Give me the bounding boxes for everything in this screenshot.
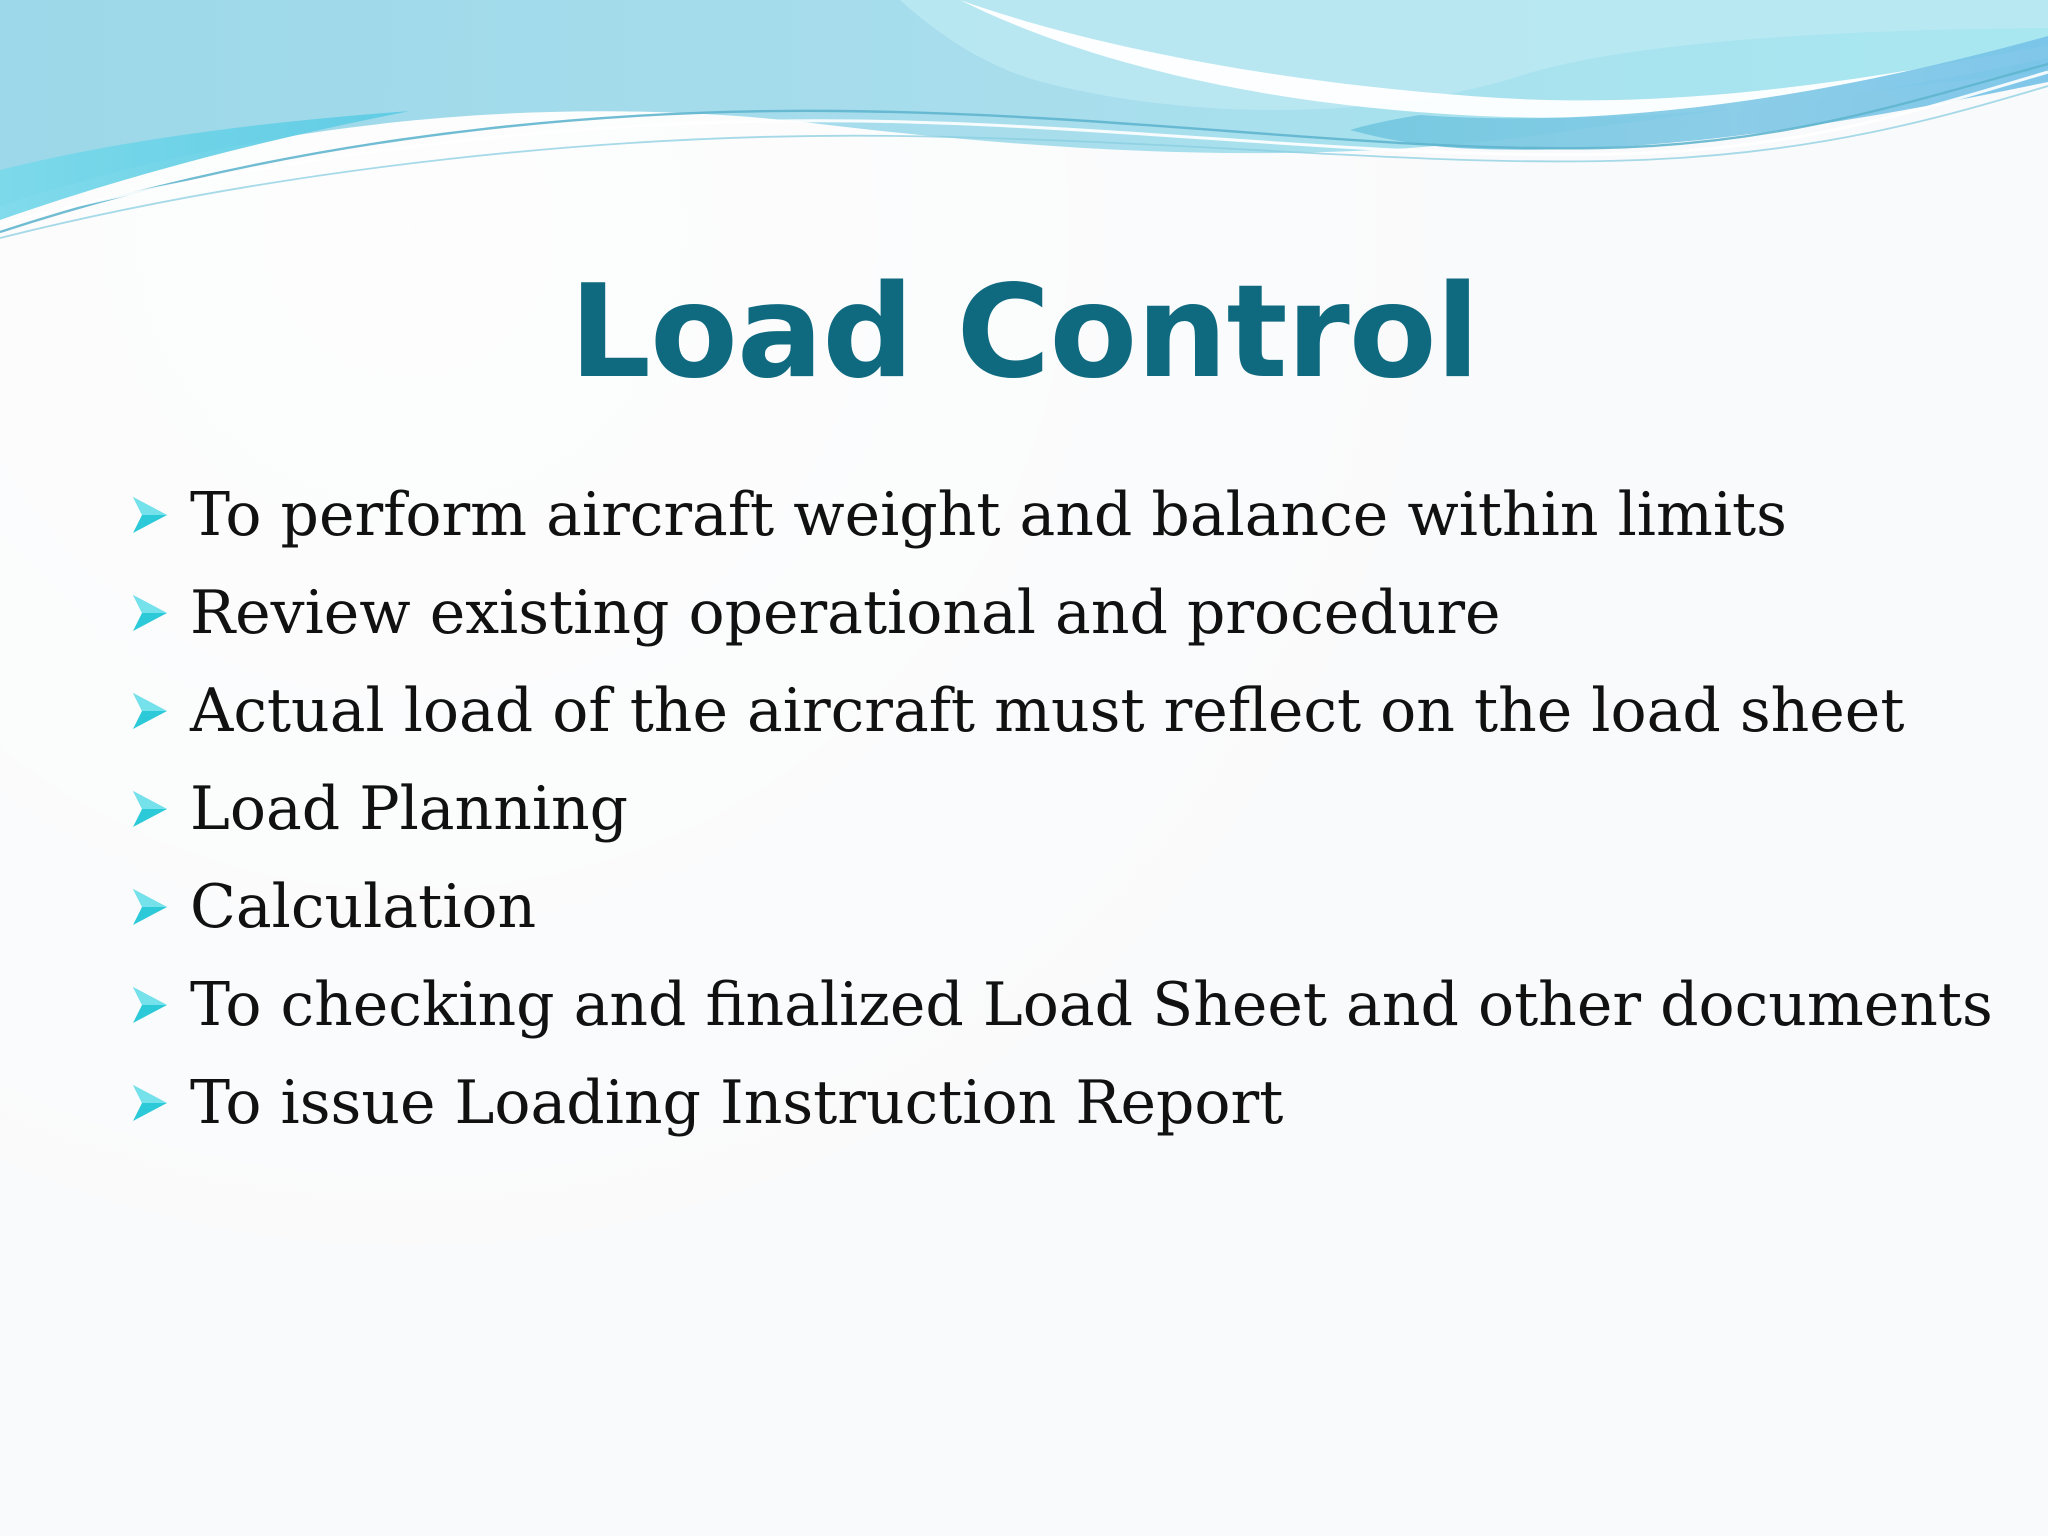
- bullet-item: [128, 564, 2008, 662]
- arrow-bullet-icon: [128, 590, 174, 636]
- bullet-item: [128, 858, 2008, 956]
- bullet-text: To issue Loading Instruction Report: [190, 1068, 1284, 1138]
- bullet-text: To perform aircraft weight and balance within limits: [190, 480, 1787, 550]
- bullet-text: Review existing operational and procedure: [190, 578, 1501, 648]
- arrow-bullet-icon: [128, 1080, 174, 1126]
- bullet-item: [128, 956, 2008, 1054]
- bullet-text: Load Planning: [190, 774, 629, 844]
- arrow-bullet-icon: [128, 786, 174, 832]
- bullet-list: [128, 466, 2008, 1152]
- bullet-item: [128, 760, 2008, 858]
- arrow-bullet-icon: [128, 884, 174, 930]
- arrow-bullet-icon: [128, 982, 174, 1028]
- bullet-item: [128, 466, 2008, 564]
- bullet-item: [128, 1054, 2008, 1152]
- arrow-bullet-icon: [128, 688, 174, 734]
- slide-title: Load Control: [569, 258, 1479, 407]
- bullet-text: Actual load of the aircraft must reflect on the load sheet: [190, 676, 1905, 746]
- bullet-item: [128, 662, 2008, 760]
- bullet-text: Calculation: [190, 872, 537, 942]
- decorative-wave-header: [0, 0, 2048, 260]
- arrow-bullet-icon: [128, 492, 174, 538]
- bullet-text: To checking and finalized Load Sheet and other documents: [190, 970, 1993, 1040]
